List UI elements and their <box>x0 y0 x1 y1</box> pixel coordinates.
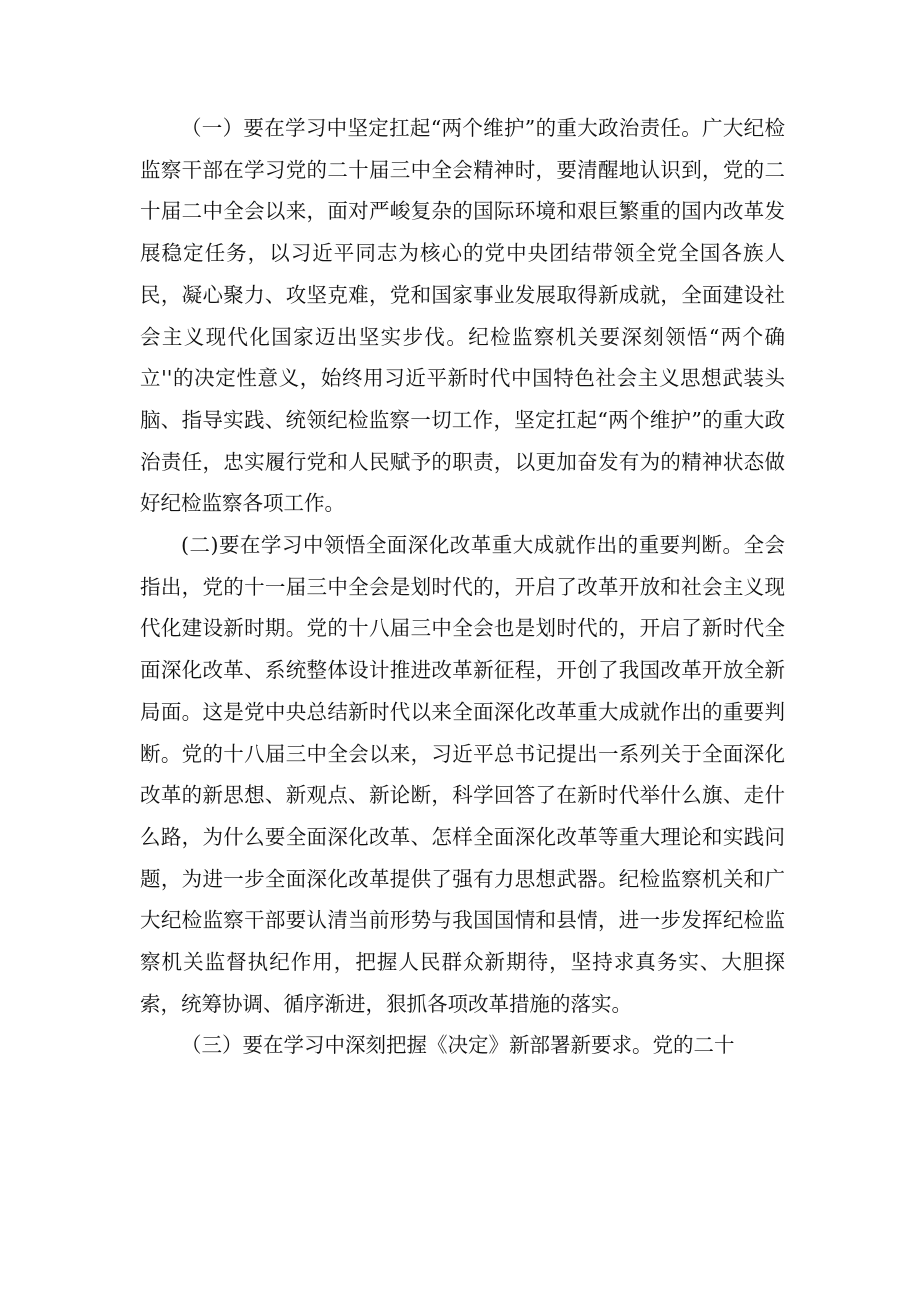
paragraph-3: （三）要在学习中深刻把握《决定》新部署新要求。党的二十 <box>181 1033 735 1058</box>
paragraph-1: （一）要在学习中坚定扛起“两个维护”的重大政治责任。广大纪检监察干部在学习党的二十届三中全会精神时，要清醒地认识到，党的二十届二中全会以来，面对严峻复杂的国际环境和艰巨繁重的国内改革发展稳定任务，以习近平同志为核心的党中央团结带领全党全国各族人民，凝心聚力、攻坚克难，党和国家事业发展取得新成就，全面建设社会主义现代化国家迈出坚实步伐。纪检监察机关要深刻领悟“两个确立''的决定性意义，始终用习近平新时代中国特色社会主义思想武装头脑、指导实践、统领纪检监察一切工作，坚定扛起“两个维护”的重大政治责任，忠实履行党和人民赋予的职责，以更加奋发有为的精神状态做好纪检监察各项工作。 <box>140 116 785 516</box>
document-body <box>140 108 785 1067</box>
paragraph-2: (二)要在学习中领悟全面深化改革重大成就作出的重要判断。全会指出，党的十一届三中全会是划时代的，开启了改革开放和社会主义现代化建设新时期。党的十八届三中全会也是划时代的，开启了新时代全面深化改革、系统整体设计推进改革新征程，开创了我国改革开放全新局面。这是党中央总结新时代以来全面深化改革重大成就作出的重要判断。党的十八届三中全会以来，习近平总书记提出一系列关于全面深化改革的新思想、新观点、新论断，科学回答了在新时代举什么旗、走什么路，为什么要全面深化改革、怎样全面深化改革等重大理论和实践问题，为进一步全面深化改革提供了强有力思想武器。纪检监察机关和广大纪检监察干部要认清当前形势与我国国情和县情，进一步发挥纪检监察机关监督执纪作用，把握人民群众新期待，坚持求真务实、大胆探索，统筹协调、循序渐进，狠抓各项改革措施的落实。 <box>140 533 785 1016</box>
